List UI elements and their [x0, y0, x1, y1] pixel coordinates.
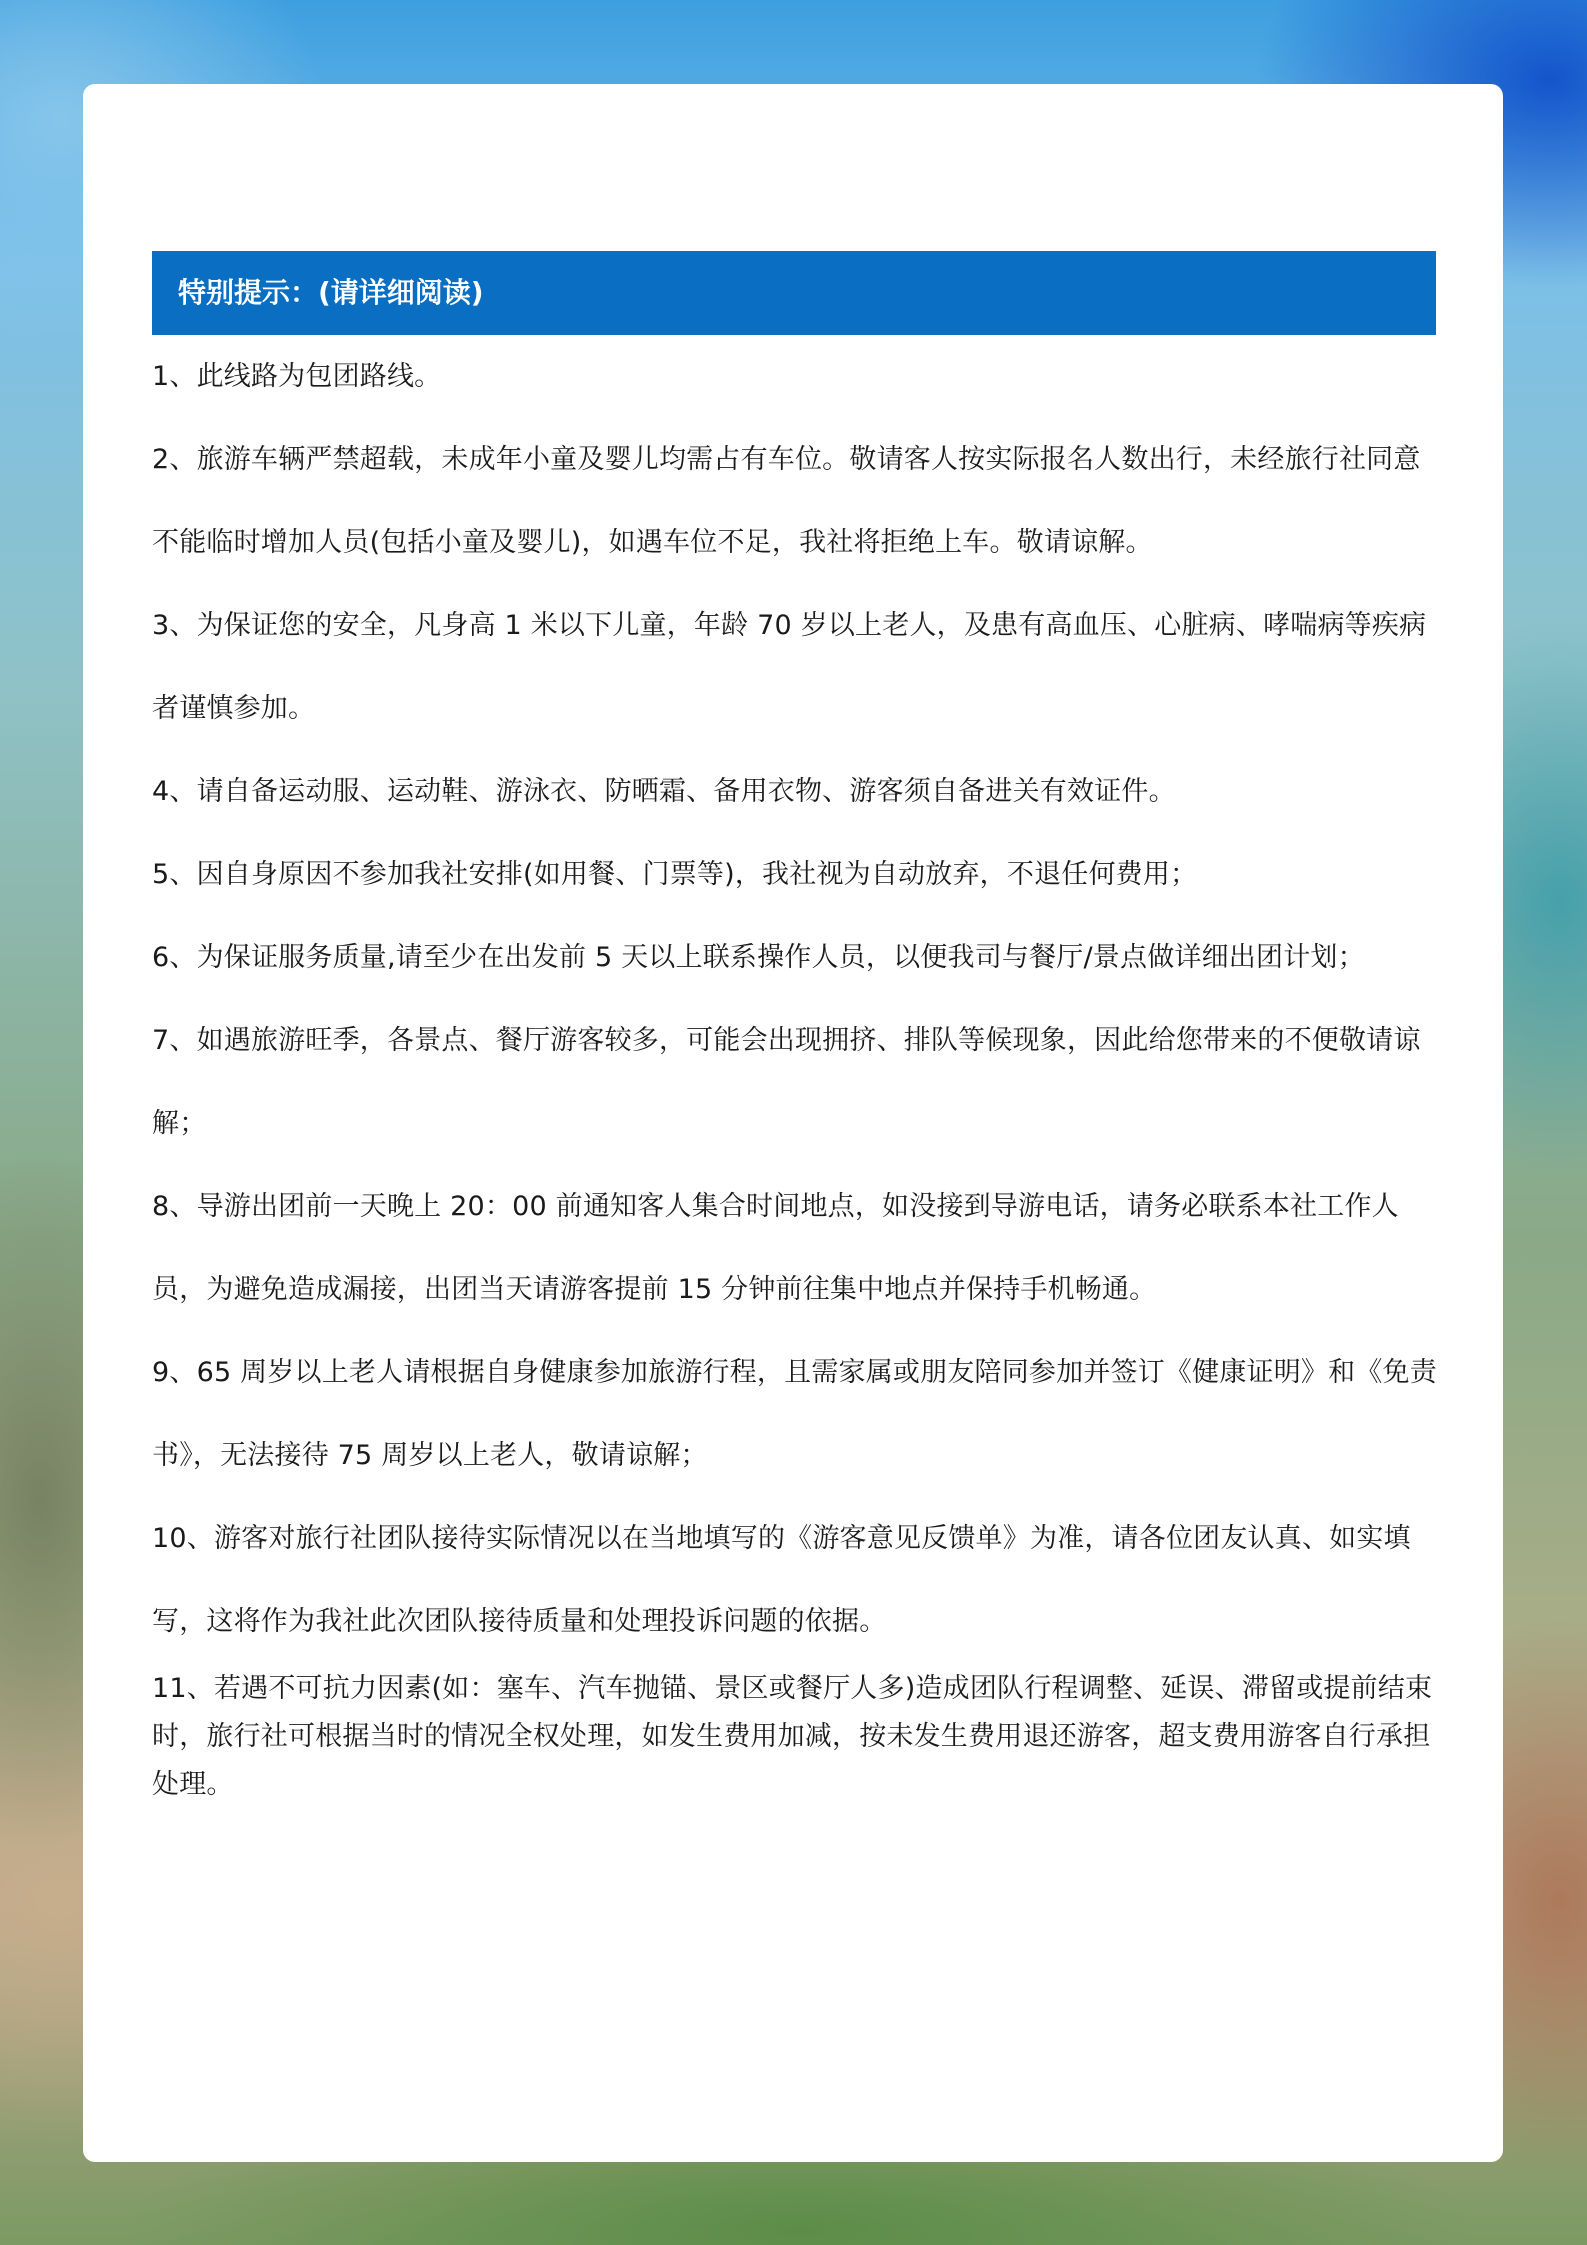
notice-item-5: 5、因自身原因不参加我社安排(如用餐、门票等)，我社视为自动放弃，不退任何费用； [152, 859, 1198, 890]
notice-card [83, 84, 1503, 2162]
notice-item-1: 1、此线路为包团路线。 [152, 361, 442, 392]
notice-item-8: 8、导游出团前一天晚上 20：00 前通知客人集合时间地点，如没接到导游电话，请务必联系本社工作人员，为避免造成漏接，出团当天请游客提前 15 分钟前往集中地点并保持手机畅通。 [152, 1191, 1399, 1305]
notice-item-3: 3、为保证您的安全，凡身高 1 米以下儿童，年龄 70 岁以上老人，及患有高血压、心脏病、哮喘病等疾病者谨慎参加。 [152, 610, 1427, 724]
notice-item-7: 7、如遇旅游旺季，各景点、餐厅游客较多，可能会出现拥挤、排队等候现象，因此给您带来的不便敬请谅解； [152, 1025, 1421, 1139]
notice-heading: 特别提示：(请详细阅读) [152, 251, 1436, 335]
notice-item-11: 11、若遇不可抗力因素(如：塞车、汽车抛锚、景区或餐厅人多)造成团队行程调整、延误、滞留或提前结束时，旅行社可根据当时的情况全权处理，如发生费用加减，按未发生费用退还游客，超支费用游客自行承担处理。 [152, 1673, 1433, 1800]
notice-item-6: 6、为保证服务质量,请至少在出发前 5 天以上联系操作人员，以便我司与餐厅/景点做详细出团计划； [152, 942, 1365, 973]
notice-item-2: 2、旅游车辆严禁超载，未成年小童及婴儿均需占有车位。敬请客人按实际报名人数出行，未经旅行社同意不能临时增加人员(包括小童及婴儿)，如遇车位不足，我社将拒绝上车。敬请谅解。 [152, 444, 1421, 558]
notice-item-9: 9、65 周岁以上老人请根据自身健康参加旅游行程，且需家属或朋友陪同参加并签订《健康证明》和《免责书》，无法接待 75 周岁以上老人，敬请谅解； [152, 1357, 1437, 1471]
notice-item-4: 4、请自备运动服、运动鞋、游泳衣、防晒霜、备用衣物、游客须自备进关有效证件。 [152, 776, 1176, 807]
notice-item-10: 10、游客对旅行社团队接待实际情况以在当地填写的《游客意见反馈单》为准，请各位团友认真、如实填写，这将作为我社此次团队接待质量和处理投诉问题的依据。 [152, 1523, 1411, 1637]
notice-list [152, 335, 1444, 1809]
